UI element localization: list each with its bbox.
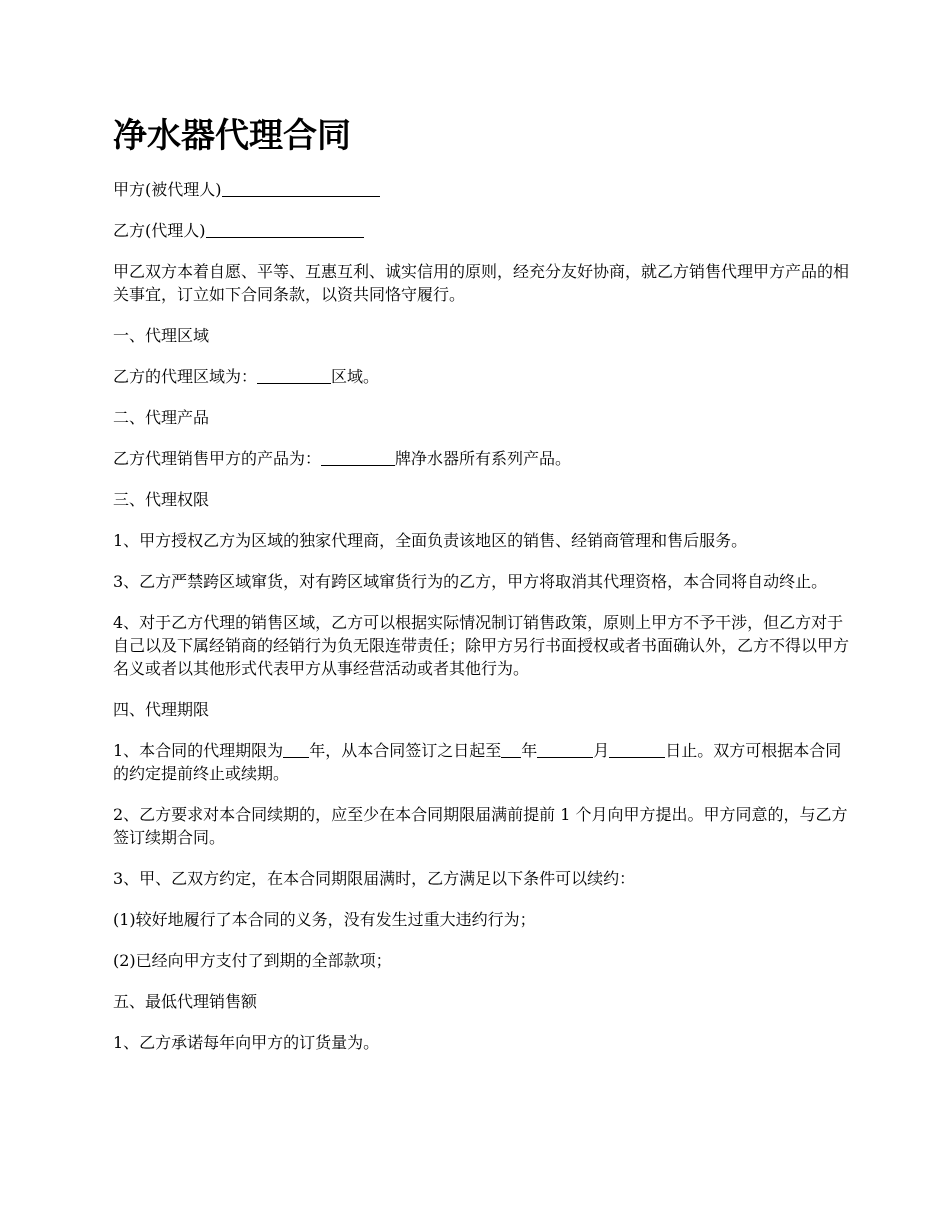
party-b-blank	[206, 221, 364, 238]
party-b-label: 乙方(代理人)	[113, 221, 206, 240]
section2-text-before: 乙方代理销售甲方的产品为：	[113, 449, 322, 468]
section5-heading: 五、最低代理销售额	[113, 992, 258, 1011]
term-text-e: 日止。双方可根据本合同的约定提前终止或续期。	[113, 741, 842, 783]
brand-blank	[321, 449, 395, 466]
section3-item1: 1、甲方授权乙方为区域的独家代理商，全面负责该地区的销售、经销商管理和售后服务。	[113, 531, 748, 550]
end-month-blank	[537, 741, 593, 758]
section1-text-before: 乙方的代理区域为：	[113, 367, 258, 386]
party-a-label: 甲方(被代理人)	[113, 180, 222, 199]
section4-cond1: (1)较好地履行了本合同的义务，没有发生过重大违约行为；	[113, 910, 536, 929]
section4-item1	[113, 739, 853, 785]
document-title: 净水器代理合同	[113, 116, 351, 156]
term-text-a: 1、本合同的代理期限为	[113, 741, 284, 760]
section3-item4: 4、对于乙方代理的销售区域，乙方可以根据实际情况制订销售政策，原则上甲方不予干涉，但乙方对于自己以及下属经销商的经销行为负无限连带责任；除甲方另行书面授权或者书面确认外，乙方不得以甲方名义或者以其他形式代表甲方从事经营活动或者其他行为。	[113, 613, 850, 678]
section2-heading: 二、代理产品	[113, 408, 210, 427]
end-year-blank	[501, 741, 521, 758]
section1-text	[113, 365, 853, 388]
section4-heading: 四、代理期限	[113, 700, 210, 719]
region-blank	[257, 367, 331, 384]
section1-text-after: 区域。	[331, 367, 380, 386]
section2-text	[113, 447, 853, 470]
document-page	[113, 108, 853, 1072]
end-day-blank	[609, 741, 665, 758]
term-text-d: 月	[593, 741, 610, 760]
term-text-c: 年	[521, 741, 538, 760]
section4-item2: 2、乙方要求对本合同续期的，应至少在本合同期限届满前提前 1 个月向甲方提出。甲方同意的，与乙方签订续期合同。	[113, 805, 848, 847]
party-a-line	[113, 178, 853, 201]
section3-item3: 3、乙方严禁跨区域窜货，对有跨区域窜货行为的乙方，甲方将取消其代理资格，本合同将自动终止。	[113, 572, 828, 591]
section4-item3: 3、甲、乙双方约定，在本合同期限届满时，乙方满足以下条件可以续约：	[113, 869, 636, 888]
term-text-b: 年，从本合同签订之日起至	[309, 741, 502, 760]
party-b-line	[113, 219, 853, 242]
section1-heading: 一、代理区域	[113, 326, 210, 345]
intro-paragraph: 甲乙双方本着自愿、平等、互惠互利、诚实信用的原则，经充分友好协商，就乙方销售代理甲方产品的相关事宜，订立如下合同条款，以资共同恪守履行。	[113, 262, 850, 304]
section5-item1: 1、乙方承诺每年向甲方的订货量为。	[113, 1033, 380, 1052]
term-years-blank	[283, 741, 309, 758]
section3-heading: 三、代理权限	[113, 490, 210, 509]
party-a-blank	[222, 180, 380, 197]
section2-text-after: 牌净水器所有系列产品。	[395, 449, 572, 468]
section4-cond2: (2)已经向甲方支付了到期的全部款项；	[113, 951, 392, 970]
